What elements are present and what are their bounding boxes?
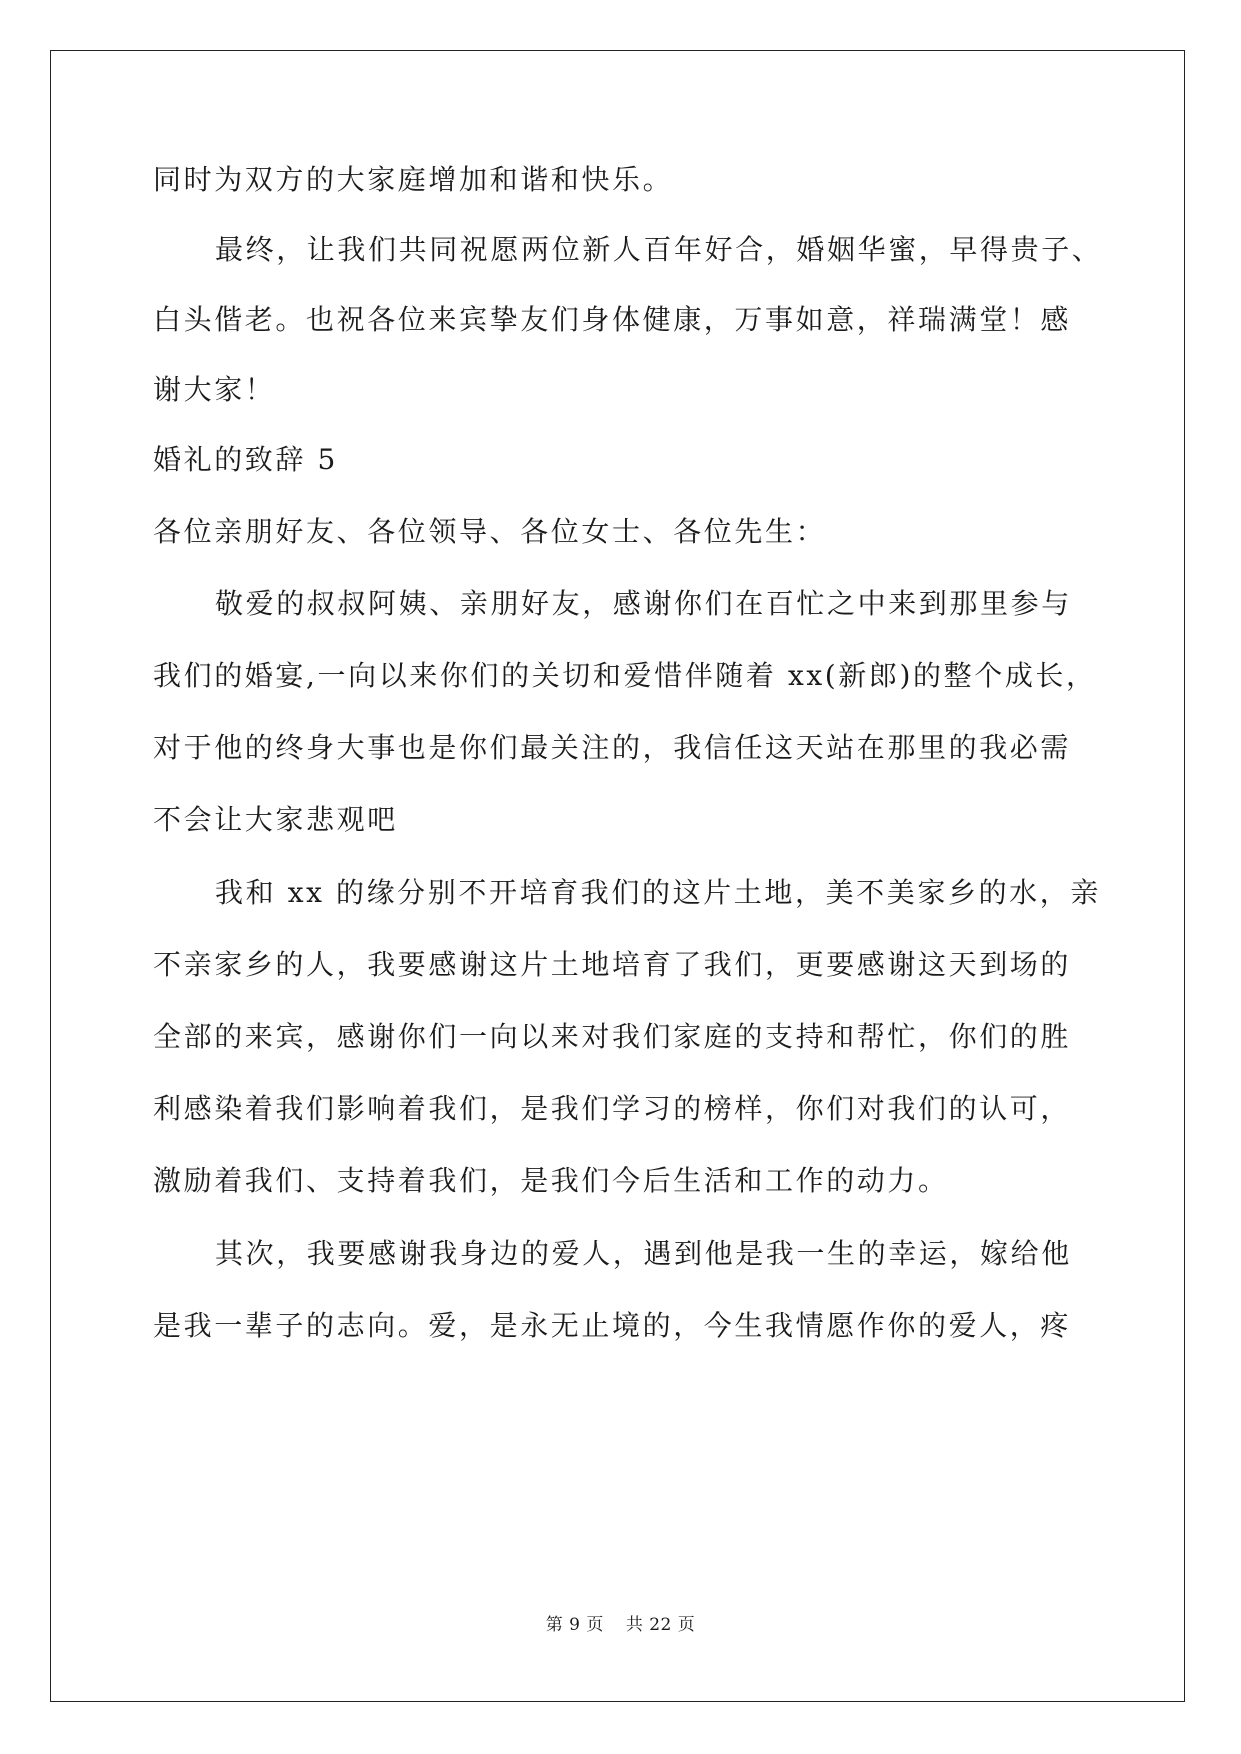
text-line: 同时为双方的大家庭增加和谐和快乐。 — [153, 163, 674, 196]
text-line: 是我一辈子的志向。爱，是永无止境的，今生我情愿作你的爱人，疼 — [153, 1309, 1072, 1342]
paragraph-start-line: 我和 xx 的缘分别不开培育我们的这片土地，美不美家乡的水，亲 — [215, 876, 1101, 909]
text-line: 激励着我们、支持着我们，是我们今后生活和工作的动力。 — [153, 1164, 949, 1197]
text-line: 我们的婚宴,一向以来你们的关切和爱惜伴随着 xx(新郎)的整个成长， — [153, 659, 1097, 692]
text-line: 全部的来宾，感谢你们一向以来对我们家庭的支持和帮忙，你们的胜 — [153, 1020, 1072, 1053]
text-line: 不亲家乡的人，我要感谢这片土地培育了我们，更要感谢这天到场的 — [153, 948, 1072, 981]
page-number: 第 9 页 — [545, 1615, 604, 1635]
text-line: 利感染着我们影响着我们，是我们学习的榜样，你们对我们的认可， — [153, 1092, 1072, 1125]
paragraph-start-line: 其次，我要感谢我身边的爱人，遇到他是我一生的幸运，嫁给他 — [215, 1237, 1072, 1270]
text-line: 谢大家！ — [153, 373, 276, 406]
page-total: 共 22 页 — [625, 1615, 696, 1635]
paragraph-start-line: 最终，让我们共同祝愿两位新人百年好合，婚姻华蜜，早得贵子、 — [215, 233, 1103, 266]
salutation-line: 各位亲朋好友、各位领导、各位女士、各位先生： — [153, 515, 827, 548]
text-line: 不会让大家悲观吧 — [153, 803, 398, 836]
page-footer — [0, 1610, 1241, 1635]
section-heading: 婚礼的致辞 5 — [153, 443, 338, 476]
text-line: 对于他的终身大事也是你们最关注的，我信任这天站在那里的我必需 — [153, 731, 1072, 764]
paragraph-start-line: 敬爱的叔叔阿姨、亲朋好友，感谢你们在百忙之中来到那里参与 — [215, 587, 1072, 620]
text-line: 白头偕老。也祝各位来宾挚友们身体健康，万事如意，祥瑞满堂！感 — [153, 303, 1072, 336]
